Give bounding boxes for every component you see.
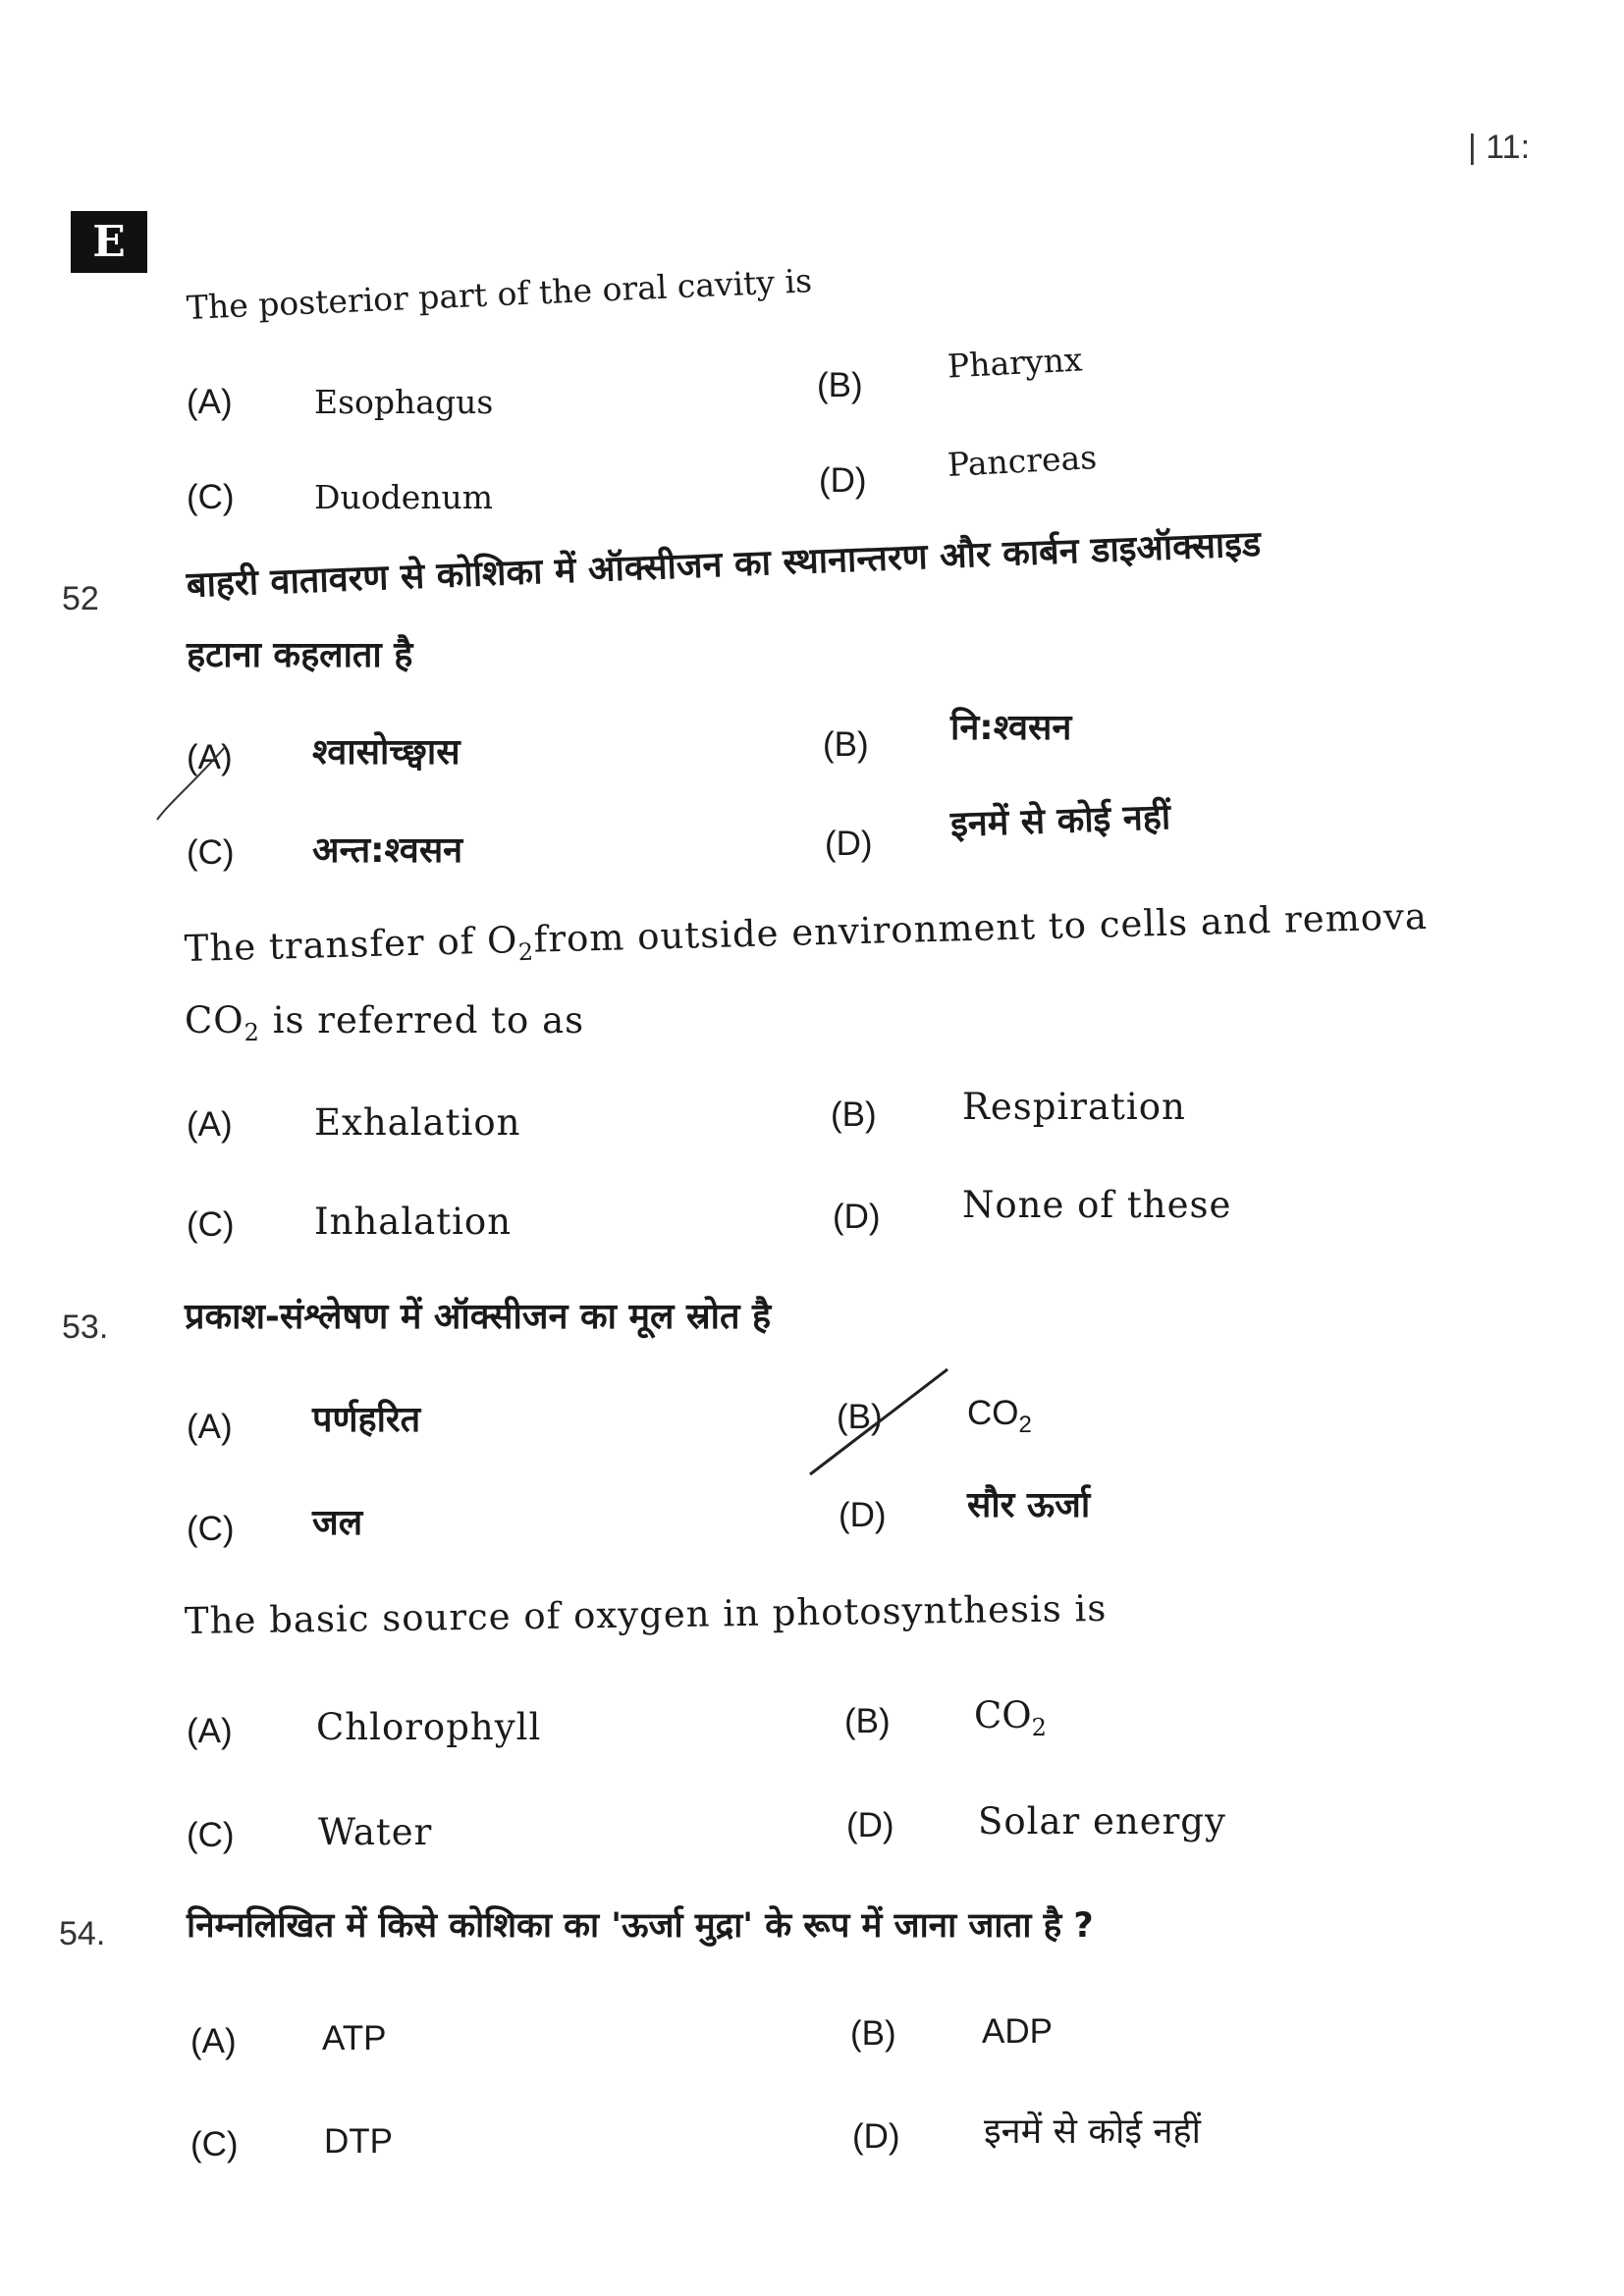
option-text[interactable]: पर्णहरित [312,1400,421,1440]
question-54-hindi: निम्नलिखित में किसे कोशिका का 'ऊर्जा मुद्रा' के रूप में जाना जाता है ? [187,1906,1094,1946]
option-label: (A) [190,2022,237,2060]
option-text[interactable] [967,1392,1032,1447]
option-text[interactable] [974,1694,1047,1749]
option-text[interactable]: None of these [962,1184,1232,1226]
option-text[interactable]: अन्त:श्वसन [312,830,463,871]
option-label: (B) [844,1702,891,1740]
option-text[interactable]: Duodenum [314,478,494,516]
option-label: (B) [817,366,863,404]
option-text[interactable]: Inhalation [314,1201,513,1243]
option-text[interactable]: नि:श्वसन [950,708,1072,748]
question-52-english-line2 [185,999,584,1054]
text: CO [185,999,244,1041]
subscript: 2 [517,937,535,967]
page-number: | 11: [1468,129,1531,166]
option-label: (A) [187,738,233,776]
question-53-hindi: प्रकाश-संश्लेषण में ऑक्सीजन का मूल स्रोत है [185,1297,772,1337]
option-label: (D) [825,825,873,863]
option-label: (C) [190,2125,239,2163]
option-text[interactable]: ATP [322,2019,387,2057]
option-text[interactable]: Esophagus [314,383,494,421]
option-label: (D) [852,2117,900,2156]
option-text[interactable]: Exhalation [314,1101,521,1144]
subscript: 2 [1031,1714,1047,1741]
question-52-hindi-line1: बाहरी वातावरण से कोशिका में ऑक्सीजन का स्थानान्तरण और कार्बन डाइऑक्साइड [186,523,1262,606]
option-label: (B) [823,725,869,764]
question-53-english: The basic source of oxygen in photosynthesis is [184,1586,1108,1642]
text: CO [967,1394,1019,1432]
option-text[interactable]: Water [318,1811,433,1853]
option-text[interactable]: DTP [324,2122,393,2161]
option-text[interactable]: ADP [982,2012,1053,2051]
subscript: 2 [244,1019,260,1046]
text: The transfer of O [184,919,518,970]
option-text[interactable]: Pharynx [947,340,1084,386]
question-number: 52 [62,580,99,617]
option-text[interactable]: इनमें से कोई नहीं [984,2111,1201,2152]
option-label: (A) [187,1105,233,1144]
question-52-english-line1 [184,895,1429,983]
option-label: (C) [187,1816,235,1854]
option-label: (C) [187,1510,235,1548]
option-text[interactable]: Pancreas [947,438,1098,484]
question-number: 53. [62,1308,109,1346]
option-label: (D) [819,461,867,500]
option-label: (D) [833,1198,881,1236]
option-label: (D) [839,1496,887,1534]
option-label: (A) [187,383,233,421]
option-text[interactable]: इनमें से कोई नहीं [949,797,1171,845]
section-badge: E [71,211,147,273]
option-label: (C) [187,833,235,872]
option-text[interactable]: Solar energy [978,1800,1226,1842]
question-51-english: The posterior part of the oral cavity is [186,261,813,327]
question-52-hindi-line2: हटाना कहलाता है [187,635,413,675]
option-label: (C) [187,478,235,516]
option-text[interactable]: सौर ऊर्जा [967,1485,1091,1525]
option-text[interactable]: श्वासोच्छ्वास [312,732,460,773]
option-label: (D) [846,1806,894,1844]
text: from outside environment to cells and remova [533,894,1429,961]
question-number: 54. [59,1915,106,1952]
text: CO [974,1694,1032,1736]
text: is referred to as [259,999,585,1041]
option-text[interactable]: Chlorophyll [316,1706,542,1748]
option-text[interactable]: जल [312,1503,363,1543]
option-label: (C) [187,1205,235,1244]
option-label: (B) [850,2014,896,2053]
subscript: 2 [1018,1412,1032,1438]
option-label: (B) [831,1095,877,1134]
option-label: (A) [187,1408,233,1446]
option-label: (A) [187,1712,233,1750]
option-label: (B) [837,1398,883,1436]
option-text[interactable]: Respiration [962,1086,1186,1128]
